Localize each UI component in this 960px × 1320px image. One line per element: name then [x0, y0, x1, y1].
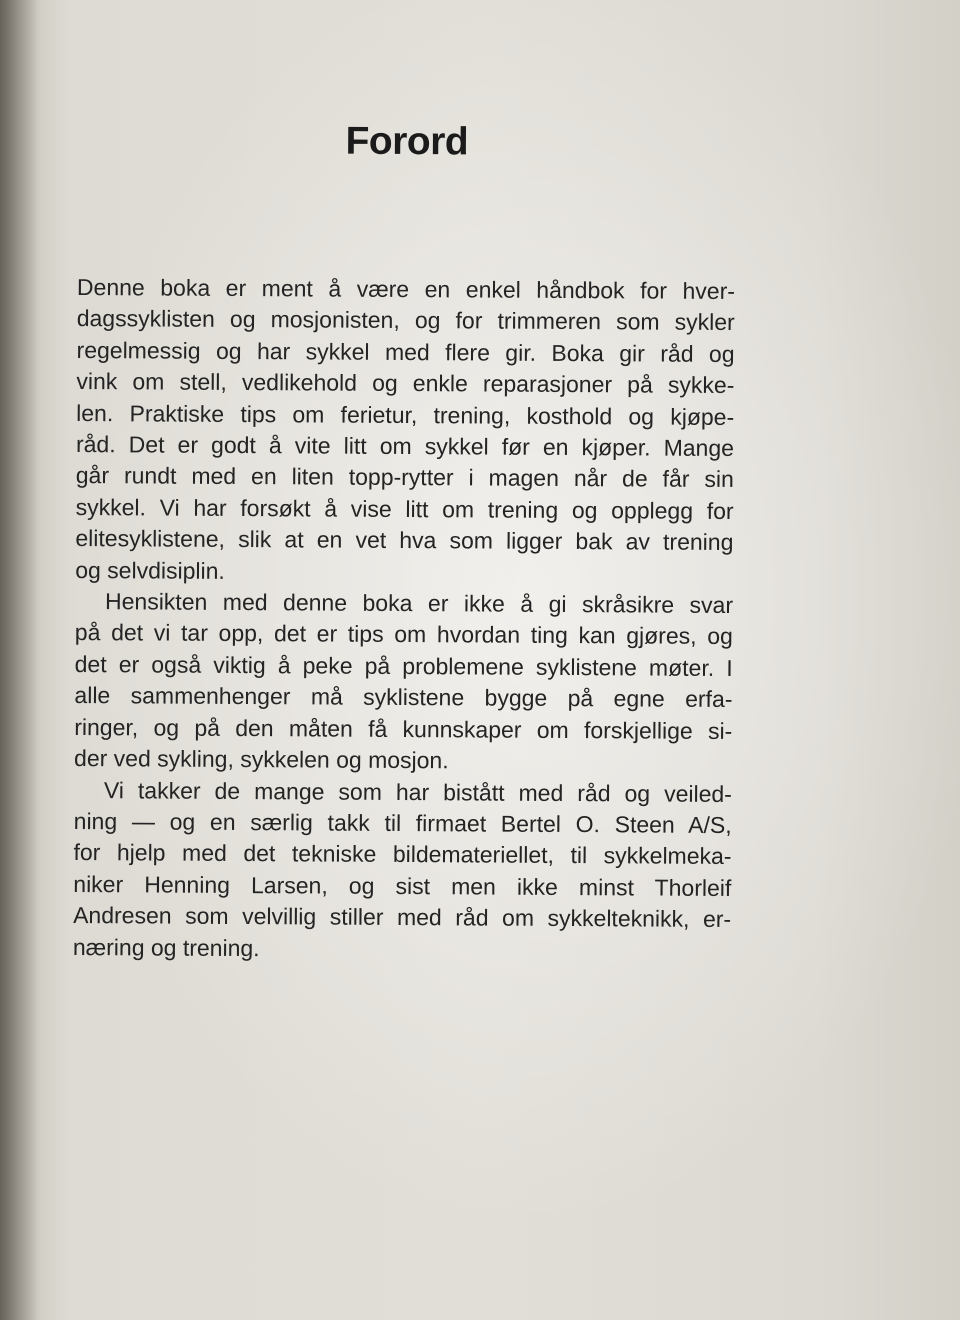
text-line: dagssyklisten og mosjonisten, og for trimmeren som sykler	[76, 305, 735, 336]
text-line: og selvdisiplin.	[75, 556, 225, 584]
text-line: niker Henning Larsen, og sist men ikke minst Thorleif	[73, 870, 732, 901]
text-line: ning — og en særlig takk til firmaet Bertel O. Steen A/S,	[73, 807, 732, 838]
text-line: alle sammenhenger må syklistene bygge på egne erfa-	[74, 682, 733, 713]
text-line: regelmessig og har sykkel med flere gir. Boka gir råd og	[76, 336, 735, 367]
text-line: Vi takker de mange som har bistått med råd og veiled-	[103, 776, 732, 807]
paragraph-purpose	[74, 586, 733, 778]
paragraph-thanks	[73, 774, 732, 966]
text-line: det er også viktig å peke på problemene syklistene møter. I	[74, 650, 733, 681]
text-line: sykkel. Vi har forsøkt å vise litt om trening og opplegg for	[75, 493, 734, 524]
text-line: elitesyklistene, slik at en vet hva som ligger bak av trening	[75, 525, 734, 556]
paragraph-intro	[75, 272, 735, 590]
text-line: næring og trening.	[72, 933, 260, 961]
page-content	[73, 118, 736, 967]
text-line: der ved sykling, sykkelen og mosjon.	[74, 745, 449, 774]
text-line: går rundt med en liten topp-rytter i magen når de får sin	[75, 462, 734, 493]
text-line: Denne boka er ment å være en enkel håndbok for hver-	[76, 273, 736, 305]
text-line: Andresen som velvillig stiller med råd om sykkelteknikk, er-	[73, 902, 732, 933]
text-line: råd. Det er godt å vite litt om sykkel før en kjøper. Mange	[75, 431, 735, 462]
text-line: for hjelp med det tekniske bildemateriellet, til sykkelmeka-	[73, 839, 732, 870]
text-line: vink om stell, vedlikehold og enkle reparasjoner på sykke-	[76, 368, 735, 399]
page-title: Forord	[345, 119, 469, 164]
text-line: len. Praktiske tips om ferietur, trening, kosthold og kjøpe-	[76, 399, 735, 430]
text-line: på det vi tar opp, det er tips om hvordan ting kan gjøres, og	[74, 619, 733, 650]
text-line: ringer, og på den måten få kunnskaper om forskjellige si-	[74, 713, 733, 744]
text-line: Hensikten med denne boka er ikke å gi skråsikre svar	[104, 588, 734, 619]
